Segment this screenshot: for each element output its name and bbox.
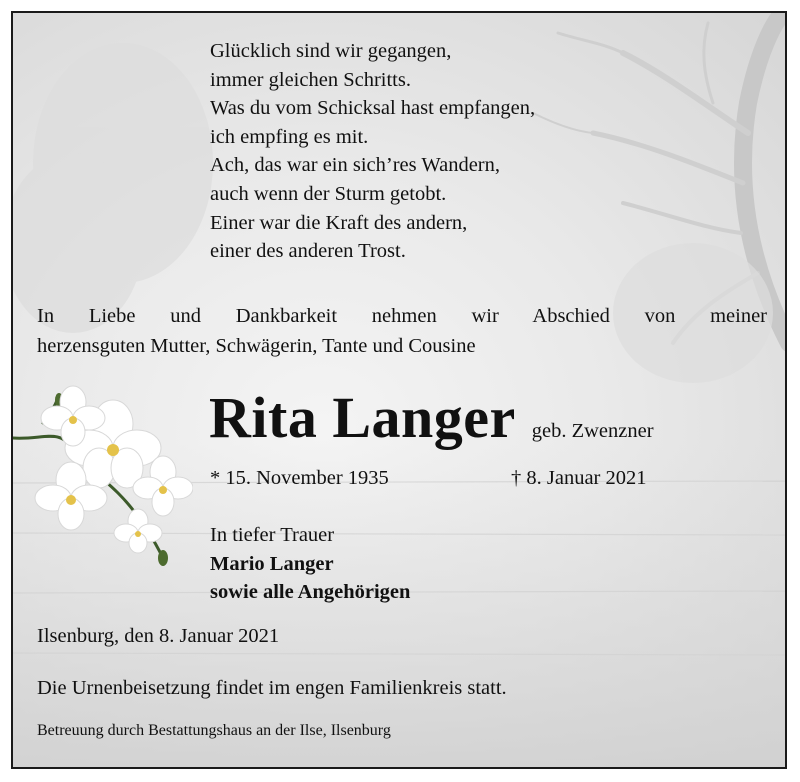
mourners-block: [210, 521, 410, 607]
obituary-frame: [11, 11, 787, 769]
death-date: † 8. Januar 2021: [511, 467, 647, 489]
poem-line: einer des anderen Trost.: [210, 240, 406, 263]
mourner-relatives: sowie alle Angehörigen: [210, 581, 411, 603]
poem-line: Ach, das war ein sich’res Wandern,: [210, 154, 500, 177]
deceased-name-row: [209, 385, 654, 450]
poem: [210, 37, 535, 266]
mourner-name: Mario Langer: [210, 552, 334, 575]
deceased-name: Rita Langer: [209, 385, 516, 450]
poem-line: immer gleichen Schritts.: [210, 68, 411, 91]
poem-line: Glücklich sind wir gegangen,: [210, 40, 452, 62]
birth-date: * 15. November 1935: [210, 467, 389, 489]
maiden-name: geb. Zwenzner: [531, 420, 654, 442]
poem-line: Was du vom Schicksal hast empfangen,: [210, 97, 536, 120]
burial-note: Die Urnenbeisetzung findet im engen Familienkreis statt.: [37, 677, 507, 699]
intro-line: In Liebe und Dankbarkeit nehmen wir Abschied von meiner: [37, 305, 767, 327]
funeral-home-note: Betreuung durch Bestattungshaus an der Ilse, Ilsenburg: [37, 722, 391, 739]
intro-line: herzensguten Mutter, Schwägerin, Tante und Cousine: [37, 335, 476, 357]
poem-line: auch wenn der Sturm getobt.: [210, 182, 447, 205]
farewell-intro: [37, 301, 767, 361]
place-and-date: Ilsenburg, den 8. Januar 2021: [37, 625, 280, 647]
mourning-heading: In tiefer Trauer: [210, 524, 335, 546]
orchid-icon: [13, 368, 193, 568]
poem-line: ich empfing es mit.: [210, 125, 369, 148]
poem-line: Einer war die Kraft des andern,: [210, 211, 468, 234]
